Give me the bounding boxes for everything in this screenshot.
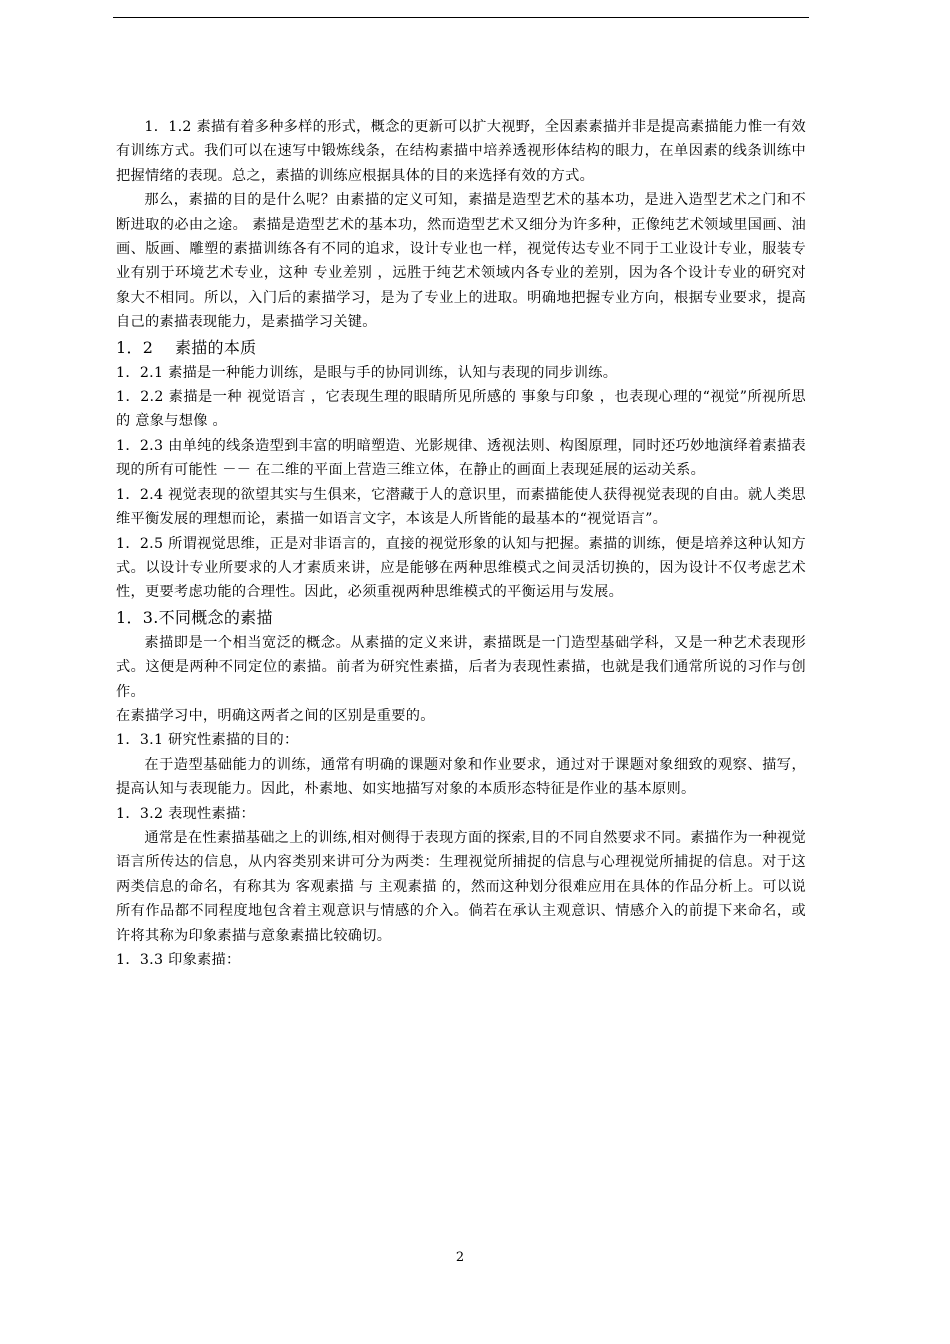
heading-1-2: 1．2 素描的本质 xyxy=(116,337,257,357)
paragraph-1-3-note: 在素描学习中，明确这两者之间的区别是重要的。 xyxy=(116,707,435,724)
paragraph-1-2-5: 1．2.5 所谓视觉思维，正是对非语言的，直接的视觉形象的认知与把握。素描的训练，便是培养这种认知方式。以设计专业所要求的人才素质来讲，应是能够在两种思维模式之间灵活切换的，因为设计不仅考虑艺术性，更要考虑功能的合理性。因此，必须重视两种思维模式的平衡运用与发展。 xyxy=(116,535,806,601)
paragraph-1-3-2: 通常是在性素描基础之上的训练,相对侧得于表现方面的探索,目的不同自然要求不同。素描作为一种视觉语言所传达的信息，从内容类别来讲可分为两类：生理视觉所捕捉的信息与心理视觉所捕捉的信息。对于这两类信息的命名，有称其为 客观素描 与 主观素描 的，然而这种划分很难应用在具体的作品分析上。可以说所有作品都不同程度地包含着主观意识与情感的介入。倘若在承认主观意识、情感介入的前提下来命名，或许将其称为印象素描与意象素描比较确切。 xyxy=(116,829,806,944)
paragraph-1-2-4: 1．2.4 视觉表现的欲望其实与生俱来，它潜藏于人的意识里，而素描能使人获得视觉表现的自由。就人类思维平衡发展的理想而论，素描一如语言文字，本该是人所皆能的最基本的“视觉语言”。 xyxy=(116,486,806,528)
heading-1-3: 1．3.不同概念的素描 xyxy=(116,607,273,627)
paragraph-1-3-intro: 素描即是一个相当宽泛的概念。从素描的定义来讲，素描既是一门造型基础学科，又是一种艺术表现形式。这便是两种不同定位的素描。前者为研究性素描，后者为表现性素描，也就是我们通常所说的习作与创作。 xyxy=(116,634,806,700)
paragraph-1-1-2: 1．1.2 素描有着多种多样的形式，概念的更新可以扩大视野，全因素素描并非是提高素描能力惟一有效有训练方式。我们可以在速写中锻炼线条，在结构素描中培养透视形体结构的眼力，在单因素的线条训练中把握情绪的表现。总之，素描的训练应根据具体的目的来选择有效的方式。 xyxy=(116,119,806,184)
page-number: 2 xyxy=(455,1250,465,1265)
subheading-1-3-2: 1．3.2 表现性素描： xyxy=(116,805,256,822)
paragraph-1-2-2: 1．2.2 素描是一种 视觉语言 ，它表现生理的眼睛所见所感的 事象与印象 ，也表现心理的“视觉”所视所思的 意象与想像 。 xyxy=(116,389,806,430)
paragraph-1-2-3: 1．2.3 由单纯的线条造型到丰富的明暗塑造、光影规律、透视法则、构图原理，同时还巧妙地演绎着素描表现的所有可能性 －－ 在二维的平面上营造三维立体，在静止的画面上表现延展的运动关系。 xyxy=(116,437,806,479)
paragraph-1-3-1: 在于造型基础能力的训练，通常有明确的课题对象和作业要求，通过对于课题对象细致的观察、描写，提高认知与表现能力。因此，朴素地、如实地描写对象的本质形态特征是作业的基本原则。 xyxy=(116,756,806,798)
header-rule xyxy=(113,17,809,18)
paragraph-1-2-1: 1．2.1 素描是一种能力训练，是眼与手的协同训练，认知与表现的同步训练。 xyxy=(116,364,618,381)
subheading-1-3-1: 1．3.1 研究性素描的目的： xyxy=(116,732,299,749)
subheading-1-3-3: 1．3.3 印象素描： xyxy=(116,952,241,968)
document-body xyxy=(116,115,806,972)
paragraph-purpose: 那么，素描的目的是什么呢？由素描的定义可知，素描是造型艺术的基本功，是进入造型艺术之门和不断进取的必由之途。 素描是造型艺术的基本功，然而造型艺术又细分为许多种，正像纯艺术领域里国画、油画、版画、雕塑的素描训练各有不同的追求，设计专业也一样，视觉传达专业不同于工业设计专业，服装专业有别于环境艺术专业，这种 专业差别 ，远胜于纯艺术领域内各专业的差别，因为各个设计专业的研究对象大不相同。所以，入门后的素描学习，是为了专业上的进取。明确地把握专业方向，根据专业要求，提高自己的素描表现能力，是素描学习关键。 xyxy=(116,192,806,331)
